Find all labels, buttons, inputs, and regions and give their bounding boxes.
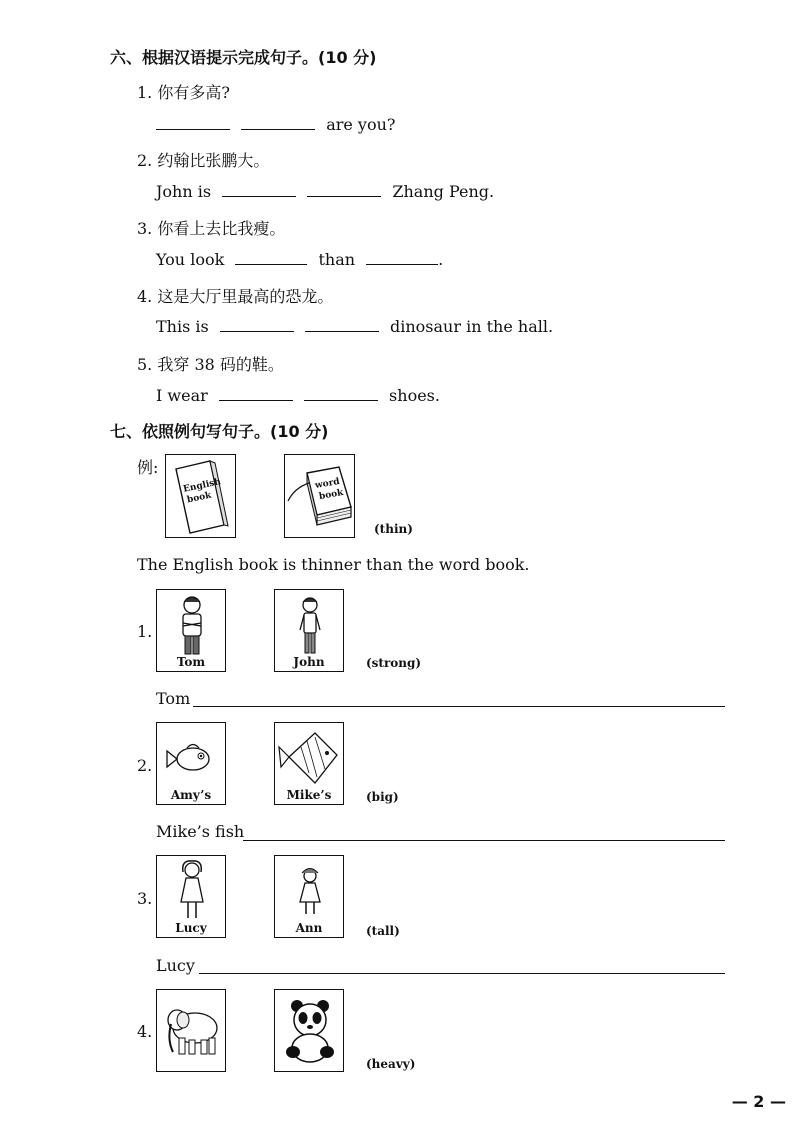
item-2-start: Mike’s fish — [156, 822, 245, 841]
item-2-hint: (big) — [366, 790, 399, 804]
answer-text: I wear — [156, 386, 208, 405]
item-3-hint: (tall) — [366, 924, 400, 938]
item-2-image-mikes-fish — [274, 722, 344, 805]
image-caption: Tom — [176, 655, 206, 669]
question-3-prompt: 3. 你看上去比我瘦。 — [137, 219, 286, 238]
question-5-answer — [156, 386, 440, 405]
section6-heading: 六、根据汉语提示完成句子。(10 分) — [110, 48, 377, 67]
answer-blank[interactable] — [222, 182, 296, 197]
answer-text: dinosaur in the hall. — [390, 317, 554, 336]
elephant-icon — [157, 990, 227, 1073]
section7-heading: 七、依照例句写句子。(10 分) — [110, 422, 329, 441]
item-1-image-tom — [156, 589, 226, 672]
book-title-line1: word — [314, 476, 341, 492]
item-1-answer-line[interactable] — [193, 706, 725, 707]
answer-text: John is — [156, 182, 212, 201]
item-3-image-ann — [274, 855, 344, 938]
answer-blank[interactable] — [305, 317, 379, 332]
example-image-english-book — [165, 454, 236, 538]
book-title-line1: English — [182, 477, 222, 495]
item-1-number: 1. — [137, 622, 153, 641]
question-2-prompt: 2. 约翰比张鹏大。 — [137, 151, 270, 170]
example-label: 例: — [137, 458, 159, 477]
answer-blank[interactable] — [307, 182, 381, 197]
image-caption: Lucy — [175, 921, 207, 935]
item-4-number: 4. — [137, 1022, 153, 1041]
item-1-start: Tom — [156, 689, 191, 708]
image-caption: Ann — [295, 921, 323, 935]
answer-text: than — [318, 250, 356, 269]
item-4-image-panda — [274, 989, 344, 1072]
answer-blank[interactable] — [219, 386, 293, 401]
answer-text: This is — [156, 317, 209, 336]
item-3-start: Lucy — [156, 956, 195, 975]
question-2-answer — [156, 182, 494, 201]
book-title-line2: book — [186, 490, 213, 506]
item-1-image-john — [274, 589, 344, 672]
item-3-image-lucy — [156, 855, 226, 938]
item-2-answer-line[interactable] — [243, 840, 725, 841]
book-title-line2: book — [318, 487, 345, 503]
item-1-hint: (strong) — [366, 656, 422, 670]
item-2-number: 2. — [137, 756, 153, 775]
answer-blank[interactable] — [366, 250, 438, 265]
example-hint: (thin) — [374, 522, 413, 536]
question-4-answer — [156, 317, 553, 336]
question-1-prompt: 1. 你有多高? — [137, 83, 230, 102]
answer-blank[interactable] — [235, 250, 307, 265]
answer-blank[interactable] — [156, 115, 230, 130]
question-3-answer — [156, 250, 443, 269]
image-caption: John — [293, 655, 325, 669]
image-caption: Mike’s — [286, 788, 332, 802]
answer-blank[interactable] — [220, 317, 294, 332]
item-4-image-elephant — [156, 989, 226, 1072]
panda-icon — [275, 990, 345, 1073]
answer-text: . — [438, 250, 444, 269]
answer-text: You look — [156, 250, 225, 269]
page-number: — 2 — — [731, 1092, 786, 1111]
answer-text: are you? — [326, 115, 396, 134]
item-4-hint: (heavy) — [366, 1057, 416, 1071]
question-5-prompt: 5. 我穿 38 码的鞋。 — [137, 355, 284, 374]
answer-blank[interactable] — [304, 386, 378, 401]
item-3-number: 3. — [137, 889, 153, 908]
answer-blank[interactable] — [241, 115, 315, 130]
item-3-answer-line[interactable] — [199, 973, 725, 974]
image-caption: Amy’s — [170, 788, 212, 802]
question-4-prompt: 4. 这是大厅里最高的恐龙。 — [137, 287, 334, 306]
example-sentence: The English book is thinner than the word book. — [137, 555, 530, 574]
answer-text: shoes. — [389, 386, 440, 405]
answer-text: Zhang Peng. — [392, 182, 495, 201]
example-image-word-book — [284, 454, 355, 538]
question-1-answer — [156, 115, 395, 134]
item-2-image-amys-fish — [156, 722, 226, 805]
